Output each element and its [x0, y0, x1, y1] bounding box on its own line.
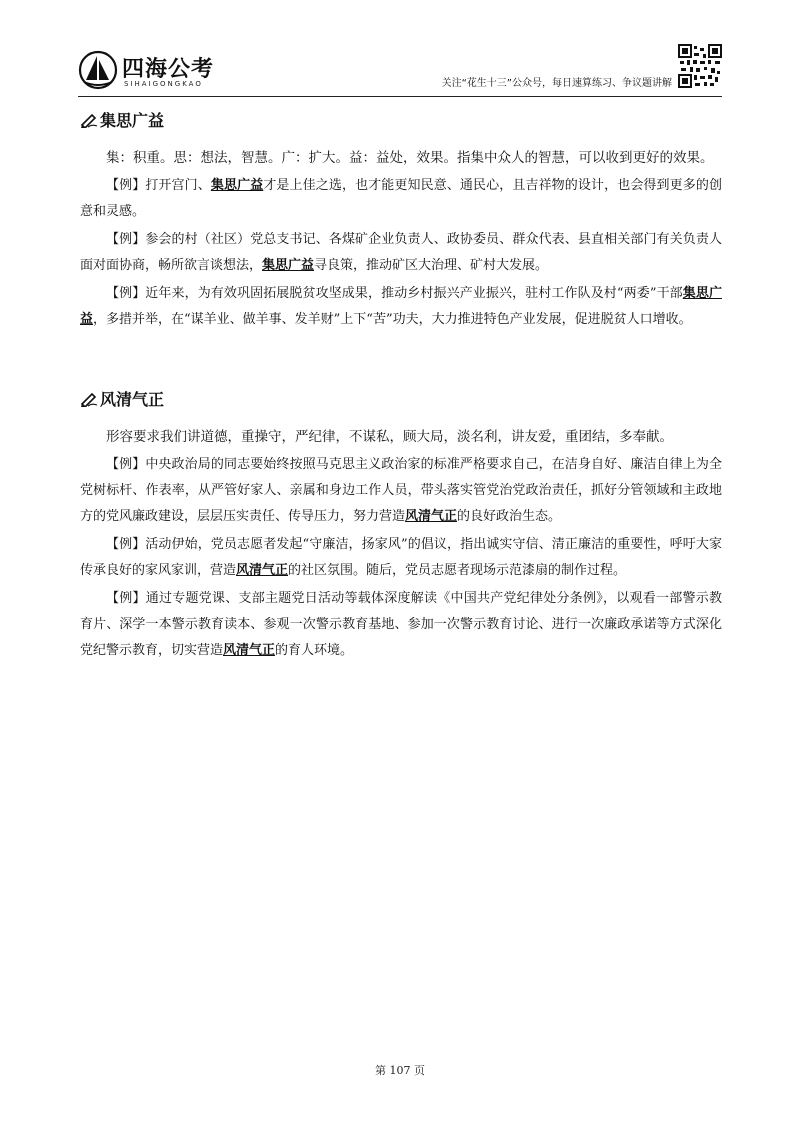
example-text: 的社区氛围。随后，党员志愿者现场示范漆扇的制作过程。 [288, 563, 627, 578]
example-text: 寻良策，推动矿区大治理、矿村大发展。 [314, 258, 549, 273]
page-header [78, 44, 722, 100]
page-content [80, 108, 722, 718]
example-paragraph [80, 173, 722, 225]
logo-subtitle: SIHAIGONGKAO [124, 80, 203, 88]
example-text: 【例】活动伊始，党员志愿者发起“守廉洁，扬家风”的倡议，指出诚实守信、清正廉洁的重要性，呼吁大家传承良好的家风家训，营造 [80, 537, 722, 578]
sailboat-logo-icon [78, 50, 118, 90]
keyword-highlight: 风清气正 [236, 563, 289, 578]
keyword-highlight: 集思广益 [210, 178, 264, 193]
logo-text: 四海公考 [122, 57, 215, 82]
pencil-icon [80, 391, 98, 407]
idiom-section [80, 108, 722, 333]
keyword-highlight: 风清气正 [405, 509, 458, 524]
example-text: ，多措并举，在“谋羊业、做羊事、发羊财”上下“苦”功夫，大力推进特色产业发展，促进脱贫人口增收。 [93, 312, 692, 327]
pencil-icon [80, 112, 98, 128]
example-text: 【例】通过专题党课、支部主题党日活动等载体深度解读《中国共产党纪律处分条例》，以观看一部警示教育片、深学一本警示教育读本、参观一次警示教育基地、参加一次警示教育讨论、进行一次廉政承诺等方式深化党纪警示教育，切实营造 [80, 591, 722, 658]
header-divider [78, 96, 722, 97]
section-title [80, 108, 722, 131]
example-text: 的育人环境。 [275, 643, 354, 658]
idiom-section [80, 387, 722, 664]
keyword-highlight: 集思广益 [262, 258, 315, 273]
qr-code-icon [678, 44, 722, 88]
example-paragraph [80, 452, 722, 530]
example-text: 【例】近年来，为有效巩固拓展脱贫攻坚成果，推动乡村振兴产业振兴，驻村工作队及村“两委”干部 [106, 286, 683, 301]
page-number: 第 107 页 [375, 1064, 425, 1077]
example-text: 的良好政治生态。 [457, 509, 562, 524]
keyword-highlight: 集思广益 [80, 286, 722, 327]
section-title-text: 风清气正 [100, 390, 165, 409]
header-slogan: 关注“花生十三”公众号，每日速算练习、争议题讲解 [441, 78, 672, 89]
example-text: 【例】中央政治局的同志要始终按照马克思主义政治家的标准严格要求自己，在洁身自好、廉洁自律上为全党树标杆、作表率，从严管好家人、亲属和身边工作人员，带头落实管党治党政治责任，抓好分管领域和主政地方的党风廉政建设，层层压实责任、传导压力，努力营造 [80, 457, 722, 524]
section-title-text: 集思广益 [100, 111, 165, 130]
example-paragraph [80, 586, 722, 664]
example-text: 【例】参会的村（社区）党总支书记、各煤矿企业负责人、政协委员、群众代表、县直相关部门有关负责人面对面协商，畅所欲言谈想法， [80, 232, 722, 273]
definition-text: 形容要求我们讲道德，重操守，严纪律，不谋私，顾大局，淡名利，讲友爱，重团结，多奉献。 [106, 429, 673, 445]
example-paragraph [80, 227, 722, 279]
section-title [80, 387, 722, 410]
example-text: 【例】打开宫门、 [106, 178, 211, 193]
example-paragraph [80, 532, 722, 584]
example-text: 才是上佳之选，也才能更知民意、通民心，且吉祥物的设计，也会得到更多的创意和灵感。 [80, 178, 722, 219]
keyword-highlight: 风清气正 [223, 643, 276, 658]
example-paragraph [80, 281, 722, 333]
definition-text: 集：积重。思：想法，智慧。广：扩大。益：益处，效果。指集中众人的智慧，可以收到更好的效果。 [106, 150, 714, 166]
